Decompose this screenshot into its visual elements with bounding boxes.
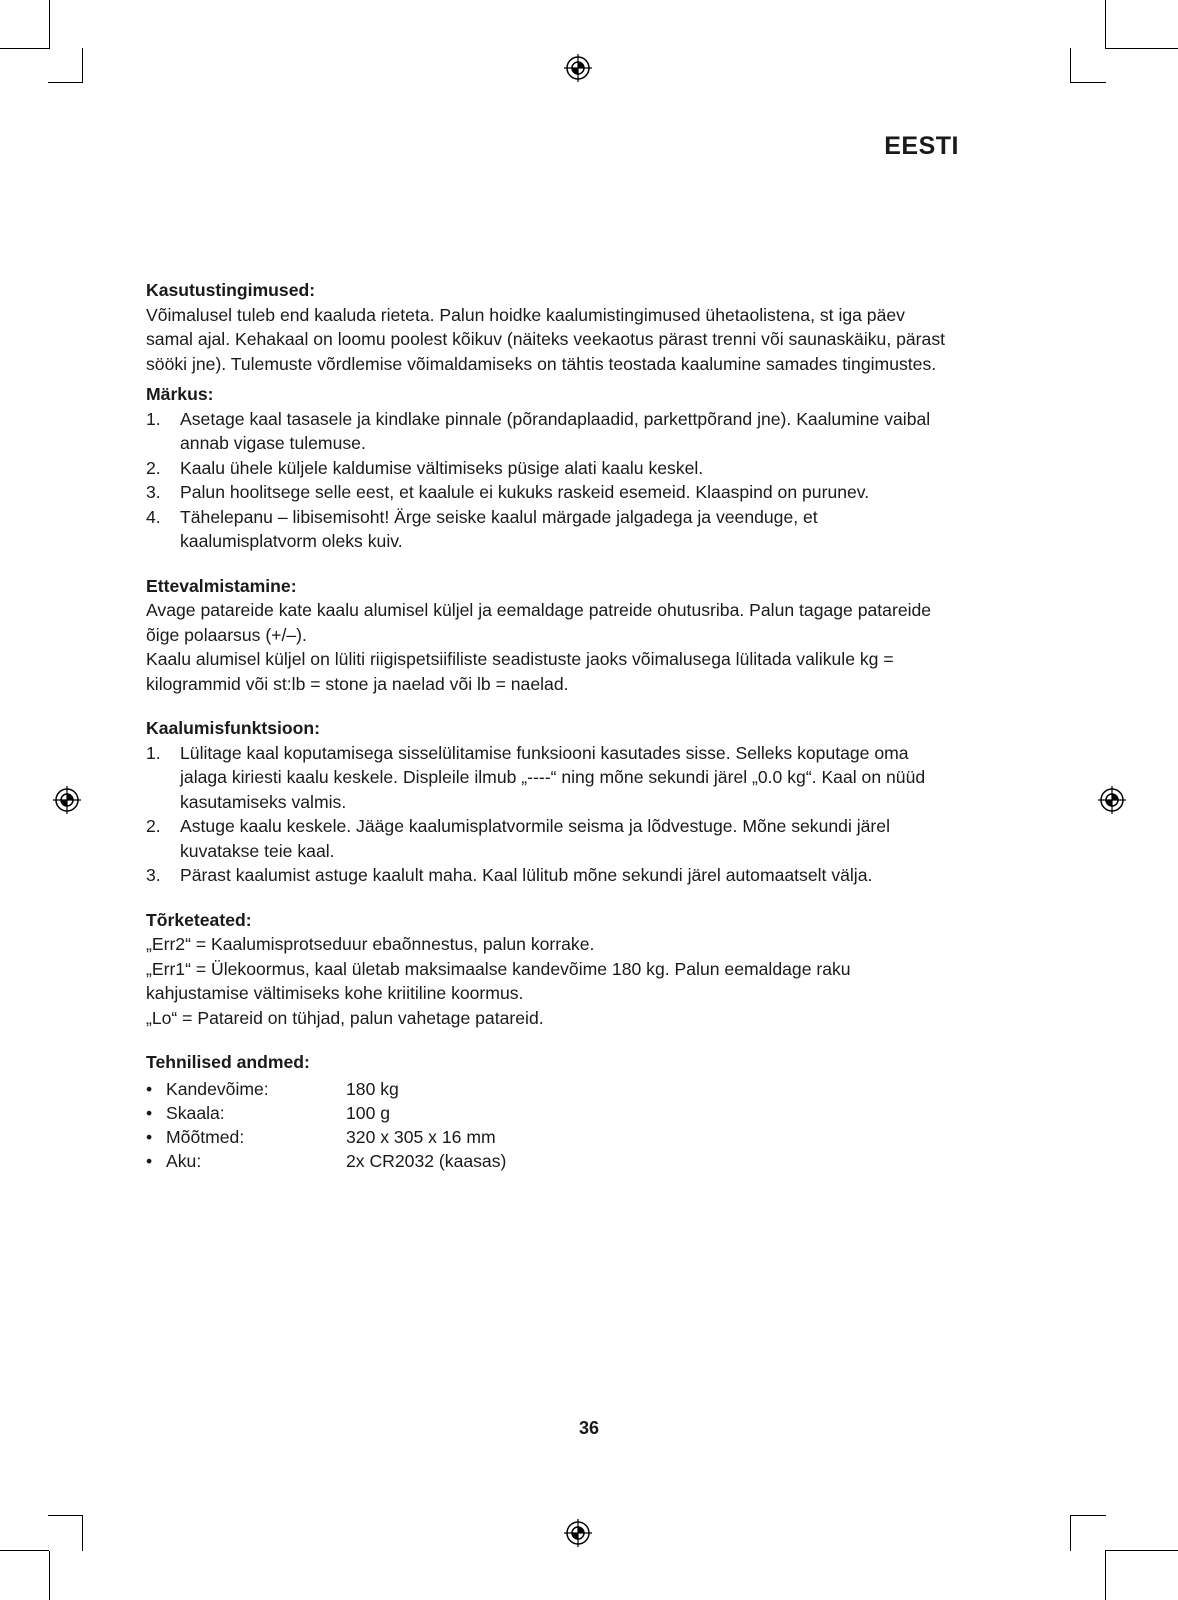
list-item <box>146 741 946 815</box>
paragraph: Võimalusel tuleb end kaaluda rieteta. Palun hoidke kaalumistingimused ühetaolistena, st iga päev samal ajal. Kehakaal on loomu poolest kõikuv (näiteks veekaotus pärast trenni või saunaskäiku, pärast sööki jne). Tulemuste võrdlemise võimaldamiseks on tähtis teostada kaalumine samades tingimustes. <box>146 304 946 374</box>
section-title: Kasutustingimused: <box>146 280 316 300</box>
crop-mark <box>49 0 50 49</box>
error-line: „Err2“ = Kaalumisprotseduur ebaõnnestus, palun korrake. <box>146 934 595 954</box>
registration-mark-icon <box>52 785 82 815</box>
list-item <box>146 407 946 456</box>
bullet-icon: • <box>146 1150 153 1171</box>
list-number: 2. <box>146 816 161 836</box>
usage-section <box>146 278 946 554</box>
crop-mark <box>1105 1551 1106 1600</box>
spec-row <box>146 1125 946 1149</box>
crop-mark <box>48 1515 83 1516</box>
paragraph: Kaalu alumisel küljel on lüliti riigispetsiifiliste seadistuste jaoks võimalusega lülitada valikule kg = kilogrammid või st:lb = stone ja naelad või lb = naelad. <box>146 649 894 694</box>
bullet-icon: • <box>146 1078 153 1099</box>
spec-value: 320 x 305 x 16 mm <box>346 1126 496 1147</box>
document-body <box>146 278 946 1193</box>
specs-list <box>146 1077 946 1173</box>
list-text: Pärast kaalumist astuge kaalult maha. Kaal lülitub mõne sekundi järel automaatselt välja. <box>180 865 873 885</box>
list-text: Astuge kaalu keskele. Jääge kaalumisplatvormile seisma ja lõdvestuge. Mõne sekundi järel kuvatakse teie kaal. <box>180 816 890 861</box>
list-number: 1. <box>146 742 161 763</box>
crop-mark <box>48 82 83 83</box>
list-item <box>146 456 946 481</box>
preparation-section <box>146 574 946 697</box>
paragraph: Avage patareide kate kaalu alumisel küljel ja eemaldage patreide ohutusriba. Palun tagage patareide õige polaarsus (+/–). <box>146 600 932 645</box>
spec-row <box>146 1149 946 1173</box>
crop-mark <box>49 1551 50 1600</box>
crop-mark <box>1070 48 1071 83</box>
list-text: Palun hoolitsege selle eest, et kaalule ei kukuks raskeid esemeid. Klaaspind on purunev. <box>180 482 870 502</box>
spec-row <box>146 1101 946 1125</box>
error-line: „Lo“ = Patareid on tühjad, palun vahetage patareid. <box>146 1007 544 1028</box>
crop-mark <box>1070 1515 1071 1551</box>
spec-label: Skaala: <box>166 1102 225 1123</box>
spec-label: Aku: <box>166 1150 202 1171</box>
crop-mark <box>1070 82 1106 83</box>
list-number: 2. <box>146 457 161 478</box>
list-number: 3. <box>146 865 161 885</box>
crop-mark <box>1070 1515 1106 1516</box>
spec-value: 2x CR2032 (kaasas) <box>346 1150 507 1171</box>
page-number: 36 <box>578 1418 600 1438</box>
spec-label: Mõõtmed: <box>166 1126 245 1147</box>
section-title: Kaalumisfunktsioon: <box>146 718 320 738</box>
spec-value: 100 g <box>346 1102 391 1123</box>
error-line: „Err1“ = Ülekoormus, kaal ületab maksimaalse kandevõime 180 kg. Palun eemaldage raku kahjustamise vältimiseks kohe kriitiline koormus. <box>146 958 851 1003</box>
crop-mark <box>1105 48 1178 49</box>
list-text: Lülitage kaal koputamisega sisselülitamise funksiooni kasutades sisse. Selleks koputage oma jalaga kiriesti kaalu keskele. Displeile ilmub „----“ ning mõne sekundi järel „0.0 kg“. Kaal on nüüd kasutamiseks valmis. <box>180 742 926 812</box>
crop-mark <box>0 1550 49 1551</box>
list-item <box>146 505 946 554</box>
list-text: Tähelepanu – libisemisoht! Ärge seiske kaalul märgade jalgadega ja veenduge, et kaalumisplatvorm oleks kuiv. <box>180 506 818 551</box>
registration-mark-icon <box>563 53 593 83</box>
section-title: Tehnilised andmed: <box>146 1052 310 1072</box>
list-number: 1. <box>146 408 161 429</box>
list-item <box>146 480 946 505</box>
spec-value: 180 kg <box>346 1078 399 1099</box>
list-text: Kaalu ühele küljele kaldumise vältimiseks püsige alati kaalu keskel. <box>180 457 704 478</box>
crop-mark <box>1105 0 1106 49</box>
registration-mark-icon <box>1097 785 1127 815</box>
list-number: 3. <box>146 482 161 502</box>
notes-list <box>146 407 946 554</box>
spec-row <box>146 1077 946 1101</box>
bullet-icon: • <box>146 1126 153 1147</box>
registration-mark-icon <box>563 1518 593 1548</box>
crop-mark <box>82 1515 83 1551</box>
bullet-icon: • <box>146 1102 153 1123</box>
crop-mark <box>1105 1550 1178 1551</box>
specs-section <box>146 1050 946 1173</box>
list-item <box>146 863 946 888</box>
weighing-section <box>146 716 946 888</box>
list-number: 4. <box>146 506 161 527</box>
steps-list <box>146 741 946 888</box>
list-text: Asetage kaal tasasele ja kindlake pinnale (põrandaplaadid, parkettpõrand jne). Kaalumine vaibal annab vigase tulemuse. <box>180 408 931 453</box>
language-heading: EESTI <box>884 132 959 160</box>
spec-label: Kandevõime: <box>166 1078 269 1099</box>
notes-title: Märkus: <box>146 384 214 404</box>
section-title: Tõrketeated: <box>146 909 252 930</box>
list-item <box>146 814 946 863</box>
errors-section <box>146 908 946 1031</box>
crop-mark <box>0 48 49 49</box>
crop-mark <box>82 48 83 83</box>
section-title: Ettevalmistamine: <box>146 575 297 596</box>
